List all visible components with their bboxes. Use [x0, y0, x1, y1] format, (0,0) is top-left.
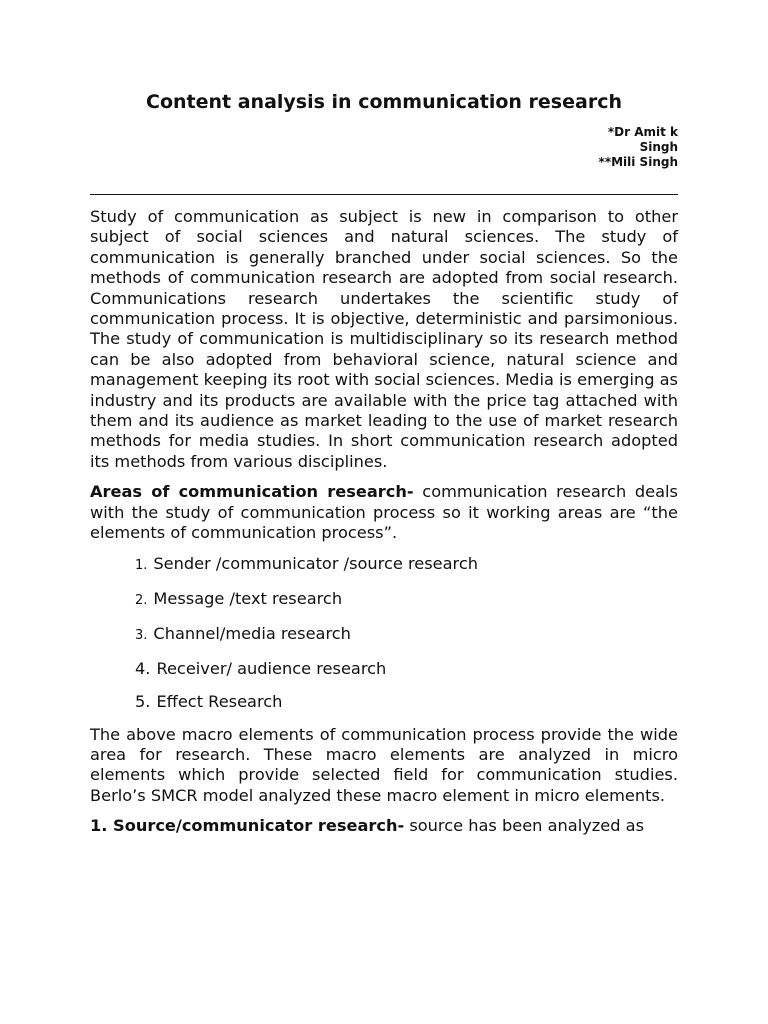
author-block [599, 125, 678, 170]
list-number: 5. [135, 691, 151, 711]
document-title: Content analysis in communication research [146, 91, 622, 113]
list-number: 3. [135, 627, 148, 643]
list-item [90, 692, 678, 712]
author-line: Singh [639, 140, 678, 154]
list-item [90, 659, 678, 679]
list-label: Receiver/ audience research [156, 658, 387, 678]
author-line: *Dr Amit k [607, 125, 678, 139]
research-areas-list [90, 554, 678, 712]
list-item [90, 554, 678, 576]
areas-text: communication research deals with the study of communication process so it working areas are “the elements of communication process”. [90, 482, 678, 543]
list-label: Sender /communicator /source research [153, 553, 479, 573]
source-heading: 1. Source/communicator research- [90, 816, 405, 836]
list-item [90, 589, 678, 611]
source-text: source has been analyzed as [404, 816, 644, 836]
source-paragraph [90, 816, 678, 836]
list-label: Message /text research [153, 588, 343, 608]
list-number: 1. [135, 557, 148, 573]
horizontal-rule [90, 194, 678, 195]
intro-paragraph: Study of communication as subject is new in comparison to other subject of social sciences and natural sciences. The study of communication is generally branched under social sciences. So the methods of communication research are adopted from social research. Communications research undertakes the scientific study of communication process. It is objective, deterministic and parsimonious. The study of communication is multidisciplinary so its research method can be also adopted from behavioral science, natural science and management keeping its root with social sciences. Media is emerging as industry and its products are available with the price tag attached with them and its audience as market leading to the use of market research methods for media studies. In short communication research adopted its methods from various disciplines. [90, 207, 678, 471]
macro-paragraph: The above macro elements of communication process provide the wide area for research. These macro elements are analyzed in micro elements which provide selected field for communication studies. Berlo’s SMCR model analyzed these macro element in micro elements. [90, 724, 678, 805]
list-label: Channel/media research [153, 623, 351, 643]
list-label: Effect Research [156, 691, 283, 711]
list-number: 4. [135, 658, 151, 678]
areas-paragraph [90, 482, 678, 543]
list-item [90, 624, 678, 646]
document-body [90, 207, 678, 847]
author-line: **Mili Singh [598, 155, 678, 169]
list-number: 2. [135, 592, 148, 608]
areas-heading: Areas of communication research- [90, 482, 414, 502]
